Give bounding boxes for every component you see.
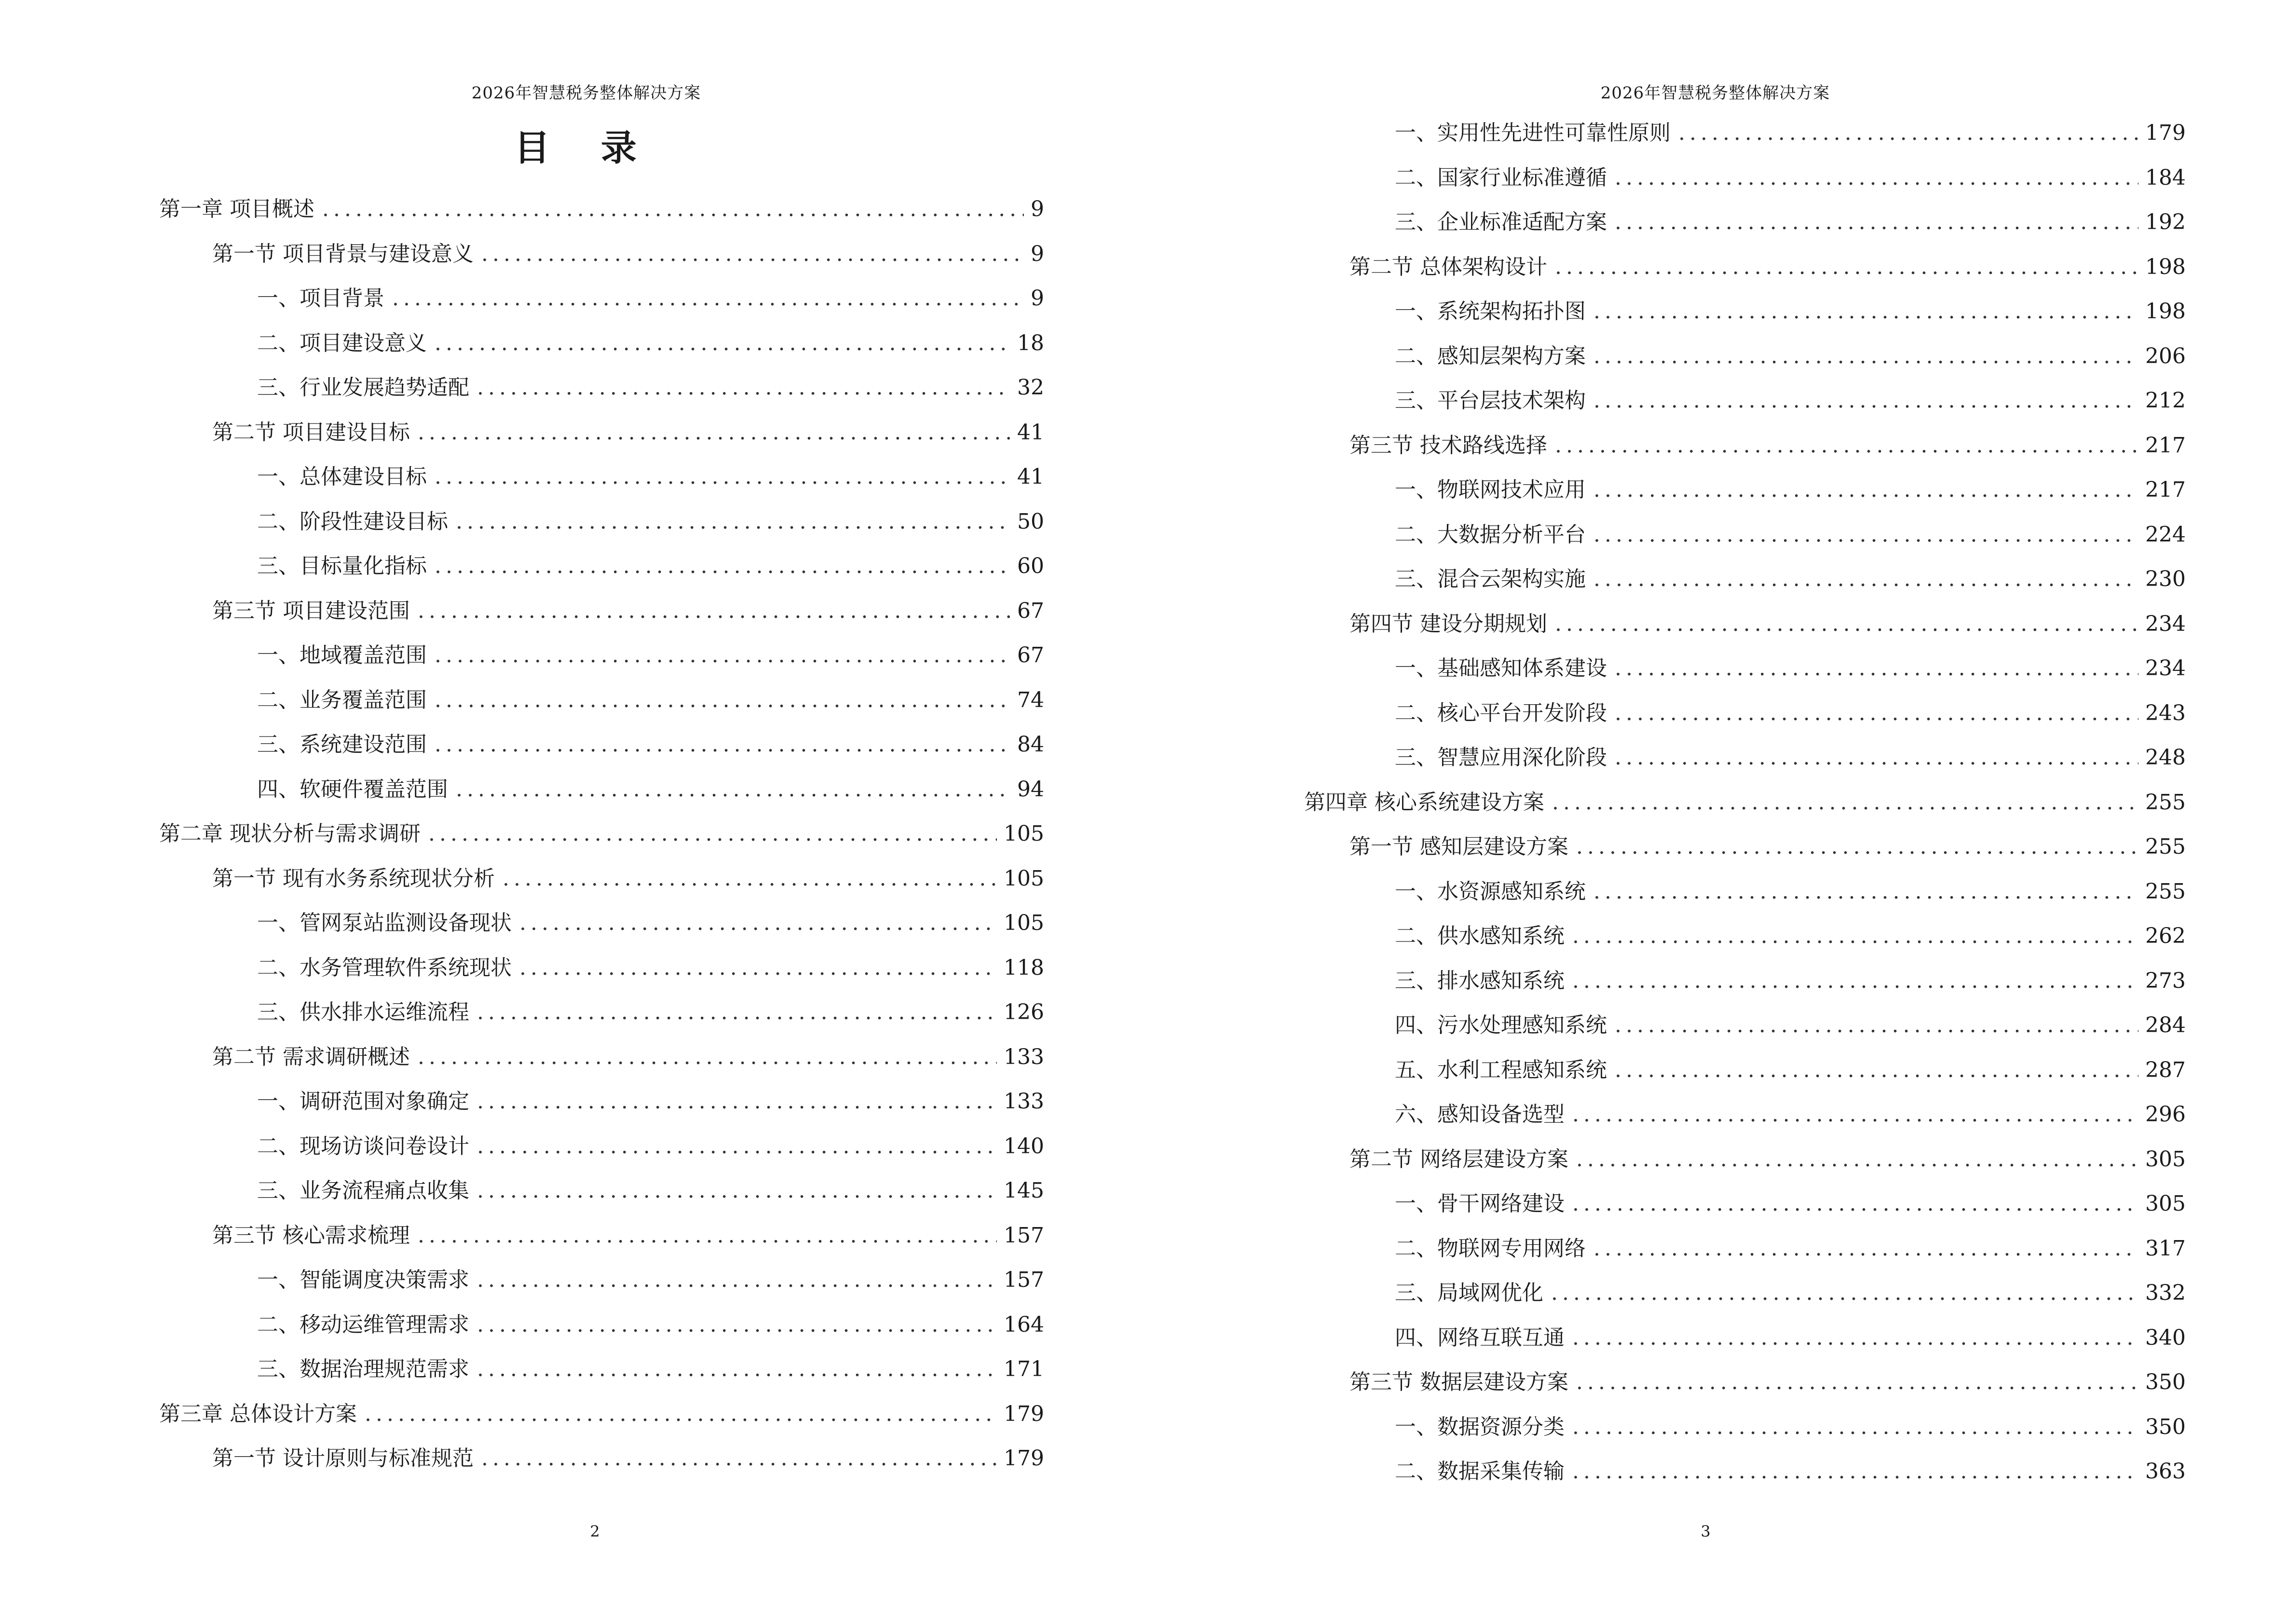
toc-entry-label: 四、网络互联互通: [1395, 1325, 1565, 1350]
toc-leader-dots: [1572, 1413, 2138, 1442]
toc-entry-page: 287: [2145, 1057, 2186, 1082]
toc-leader-dots: [503, 864, 997, 893]
toc-entry[interactable]: [257, 775, 1044, 804]
toc-leader-dots: [418, 418, 1010, 447]
toc-leader-dots: [519, 954, 997, 983]
toc-entry-page: 105: [1004, 866, 1044, 891]
toc-entry-page: 118: [1004, 955, 1044, 980]
toc-entry[interactable]: [1395, 342, 2186, 371]
toc-entry-label: 四、软硬件覆盖范围: [257, 777, 448, 802]
toc-leader-dots: [456, 507, 1010, 536]
page-number: 3: [1701, 1522, 1711, 1541]
toc-leader-dots: [1576, 1145, 2138, 1174]
toc-entry-label: 二、移动运维管理需求: [257, 1312, 469, 1337]
toc-entry[interactable]: [1395, 1189, 2186, 1218]
toc-entry-page: 255: [2145, 834, 2186, 859]
toc-entry-page: 350: [2145, 1414, 2186, 1439]
toc-entry[interactable]: [1395, 1279, 2186, 1308]
toc-entry-label: 一、总体建设目标: [257, 464, 427, 489]
toc-entry-page: 363: [2145, 1459, 2186, 1484]
toc-leader-dots: [1572, 967, 2138, 996]
toc-entry-label: 六、感知设备选型: [1395, 1102, 1565, 1127]
toc-entry-page: 317: [2145, 1236, 2186, 1261]
toc-leader-dots: [481, 240, 1024, 269]
toc-entry-label: 三、智慧应用深化阶段: [1395, 745, 1607, 770]
toc-entry-label: 第一章 项目概述: [159, 197, 314, 221]
toc-entry-label: 第三节 技术路线选择: [1349, 433, 1547, 458]
toc-entry[interactable]: [1349, 431, 2186, 460]
toc-leader-dots: [1615, 699, 2138, 728]
toc-entry[interactable]: [257, 686, 1044, 715]
toc-entry-page: 74: [1017, 687, 1044, 712]
toc-entry-label: 一、项目背景: [257, 286, 384, 311]
toc-leader-dots: [1615, 164, 2138, 192]
toc-leader-dots: [418, 1043, 997, 1072]
toc-entry-label: 第四节 建设分期规划: [1349, 611, 1547, 636]
toc-entry[interactable]: [257, 1266, 1044, 1295]
toc-entry[interactable]: [257, 954, 1044, 983]
toc-entry-page: 284: [2145, 1013, 2186, 1037]
toc-entry-page: 84: [1017, 732, 1044, 757]
toc-leader-dots: [1572, 1457, 2138, 1486]
toc-entry[interactable]: [1395, 119, 2186, 148]
toc-entry-page: 192: [2145, 210, 2186, 234]
toc-title: 目 录: [514, 127, 656, 169]
toc-leader-dots: [1572, 922, 2138, 951]
running-header: 2026年智慧税务整体解决方案: [1600, 83, 1830, 103]
toc-entry[interactable]: [212, 418, 1044, 447]
toc-entry-page: 164: [1004, 1312, 1044, 1337]
toc-entry-label: 三、平台层技术架构: [1395, 388, 1586, 413]
toc-entry[interactable]: [1395, 520, 2186, 549]
toc-leader-dots: [1572, 1324, 2138, 1352]
toc-entry-label: 第一节 设计原则与标准规范: [212, 1446, 474, 1471]
toc-entry-label: 第三节 核心需求梳理: [212, 1223, 410, 1248]
toc-entry-page: 145: [1004, 1178, 1044, 1203]
toc-entry[interactable]: [257, 552, 1044, 581]
toc-leader-dots: [322, 195, 1024, 224]
toc-entry-label: 一、系统架构拓扑图: [1395, 299, 1586, 324]
toc-leader-dots: [477, 998, 997, 1027]
toc-leader-dots: [477, 1087, 997, 1116]
toc-entry-label: 二、感知层架构方案: [1395, 343, 1586, 368]
toc-leader-dots: [477, 1266, 997, 1295]
toc-leader-dots: [519, 909, 997, 938]
toc-entry[interactable]: [159, 195, 1044, 224]
toc-entry-page: 179: [2145, 121, 2186, 145]
toc-entry-label: 二、供水感知系统: [1395, 924, 1565, 948]
toc-entry-page: 157: [1004, 1268, 1044, 1292]
toc-entry-page: 41: [1017, 420, 1044, 445]
toc-entry-page: 105: [1004, 911, 1044, 935]
toc-entry-page: 340: [2145, 1325, 2186, 1350]
toc-entry-page: 198: [2145, 254, 2186, 279]
toc-entry-label: 一、实用性先进性可靠性原则: [1395, 121, 1671, 145]
toc-leader-dots: [365, 1400, 997, 1429]
toc-leader-dots: [1593, 565, 2138, 594]
toc-entry-page: 140: [1004, 1133, 1044, 1159]
toc-leader-dots: [1572, 1100, 2138, 1129]
toc-entry-page: 133: [1004, 1044, 1044, 1069]
toc-entry-label: 二、业务覆盖范围: [257, 687, 427, 712]
toc-entry-page: 184: [2145, 165, 2186, 190]
toc-entry-page: 179: [1004, 1446, 1044, 1471]
toc-leader-dots: [1555, 253, 2138, 282]
toc-entry-label: 三、企业标准适配方案: [1395, 210, 1607, 234]
toc-entry-page: 262: [2145, 924, 2186, 948]
toc-leader-dots: [435, 686, 1010, 715]
toc-entry[interactable]: [212, 597, 1044, 626]
toc-leader-dots: [477, 1355, 997, 1384]
toc-entry-page: 60: [1017, 554, 1044, 578]
toc-entry[interactable]: [1395, 922, 2186, 951]
toc-leader-dots: [435, 641, 1010, 670]
toc-leader-dots: [1555, 610, 2138, 639]
toc-entry-page: 133: [1004, 1089, 1044, 1114]
toc-leader-dots: [1615, 654, 2138, 683]
toc-entry-page: 273: [2145, 968, 2186, 993]
toc-leader-dots: [1551, 1279, 2138, 1308]
toc-entry-label: 三、行业发展趋势适配: [257, 375, 469, 400]
toc-entry-label: 二、物联网专用网络: [1395, 1236, 1586, 1261]
toc-entry-label: 三、业务流程痛点收集: [257, 1178, 469, 1203]
toc-leader-dots: [1615, 743, 2138, 772]
toc-entry[interactable]: [1349, 253, 2186, 282]
toc-leader-dots: [1576, 832, 2138, 861]
toc-entry[interactable]: [257, 284, 1044, 313]
toc-entry-label: 三、目标量化指标: [257, 554, 427, 578]
toc-entry-label: 一、基础感知体系建设: [1395, 656, 1607, 681]
toc-entry-page: 198: [2145, 299, 2186, 324]
toc-entry-label: 三、系统建设范围: [257, 732, 427, 757]
toc-entry-label: 第四章 核心系统建设方案: [1304, 790, 1544, 815]
toc-entry[interactable]: [257, 1087, 1044, 1116]
toc-entry-page: 126: [1004, 1000, 1044, 1024]
toc-leader-dots: [1678, 119, 2138, 148]
toc-entry-label: 二、项目建设意义: [257, 330, 427, 355]
toc-entry-label: 二、数据采集传输: [1395, 1459, 1565, 1484]
toc-entry-label: 第二节 总体架构设计: [1349, 254, 1547, 279]
toc-entry-label: 第一节 项目背景与建设意义: [212, 241, 474, 266]
toc-entry[interactable]: [1304, 788, 2186, 817]
toc-entry-label: 第三节 项目建设范围: [212, 598, 410, 623]
toc-entry[interactable]: [1349, 610, 2186, 639]
toc-entry[interactable]: [1395, 1234, 2186, 1263]
toc-entry[interactable]: [1395, 967, 2186, 996]
toc-entry-page: 243: [2145, 700, 2186, 725]
toc-entry-page: 41: [1017, 464, 1044, 489]
toc-entry[interactable]: [1395, 699, 2186, 728]
toc-leader-dots: [1593, 297, 2138, 326]
toc-entry[interactable]: [1395, 1324, 2186, 1352]
toc-entry-label: 一、调研范围对象确定: [257, 1089, 469, 1114]
toc-entry-page: 9: [1031, 286, 1044, 311]
toc-entry-label: 三、混合云架构实施: [1395, 567, 1586, 591]
toc-entry[interactable]: [257, 641, 1044, 670]
toc-leader-dots: [392, 284, 1024, 313]
toc-entry[interactable]: [257, 1176, 1044, 1205]
toc-leader-dots: [456, 775, 1010, 804]
toc-entry-page: 105: [1004, 821, 1044, 846]
right-page: [1144, 0, 2287, 1624]
toc-leader-dots: [1576, 1368, 2138, 1397]
toc-entry[interactable]: [1349, 1368, 2186, 1397]
toc-leader-dots: [1593, 877, 2138, 906]
toc-leader-dots: [1572, 1189, 2138, 1218]
toc-entry-label: 三、供水排水运维流程: [257, 1000, 469, 1024]
toc-entry[interactable]: [1395, 476, 2186, 505]
toc-entry[interactable]: [212, 864, 1044, 893]
toc-entry[interactable]: [1395, 208, 2186, 237]
toc-leader-dots: [418, 1221, 997, 1250]
toc-leader-dots: [1615, 1056, 2138, 1085]
toc-entry[interactable]: [1395, 1011, 2186, 1040]
toc-leader-dots: [418, 597, 1010, 626]
toc-leader-dots: [477, 373, 1010, 402]
toc-entry-label: 第三章 总体设计方案: [159, 1401, 357, 1426]
toc-entry[interactable]: [257, 1355, 1044, 1384]
toc-leader-dots: [1552, 788, 2138, 817]
toc-entry-page: 305: [2145, 1146, 2186, 1172]
page-number: 2: [590, 1522, 600, 1541]
toc-leader-dots: [435, 552, 1010, 581]
toc-entry-page: 67: [1017, 598, 1044, 623]
toc-entry-page: 305: [2145, 1191, 2186, 1216]
toc-entry-page: 234: [2145, 656, 2186, 681]
toc-leader-dots: [477, 1132, 997, 1161]
toc-leader-dots: [435, 463, 1010, 491]
toc-entry[interactable]: [212, 1043, 1044, 1072]
toc-entry-page: 224: [2145, 522, 2186, 547]
toc-entry-page: 217: [2145, 433, 2186, 458]
toc-leader-dots: [1615, 1011, 2138, 1040]
toc-entry-label: 一、物联网技术应用: [1395, 478, 1586, 502]
toc-entry[interactable]: [257, 909, 1044, 938]
toc-entry-page: 67: [1017, 643, 1044, 668]
toc-entry[interactable]: [212, 1444, 1044, 1473]
toc-entry-page: 206: [2145, 343, 2186, 368]
toc-entry-label: 一、管网泵站监测设备现状: [257, 911, 512, 935]
toc-entry-label: 一、数据资源分类: [1395, 1414, 1565, 1439]
toc-entry[interactable]: [159, 819, 1044, 848]
toc-entry-page: 230: [2145, 567, 2186, 591]
toc-entry-page: 296: [2145, 1102, 2186, 1127]
toc-entry-page: 217: [2145, 478, 2186, 502]
toc-entry-page: 18: [1017, 330, 1044, 355]
toc-entry-label: 第二章 现状分析与需求调研: [159, 821, 421, 846]
toc-entry-label: 三、局域网优化: [1395, 1281, 1543, 1305]
toc-entry[interactable]: [1395, 297, 2186, 326]
toc-entry-page: 171: [1004, 1357, 1044, 1381]
toc-entry-label: 二、核心平台开发阶段: [1395, 700, 1607, 725]
toc-entry-label: 三、数据治理规范需求: [257, 1357, 469, 1381]
toc-entry-label: 一、水资源感知系统: [1395, 879, 1586, 904]
toc-entry-label: 五、水利工程感知系统: [1395, 1057, 1607, 1082]
toc-entry[interactable]: [212, 240, 1044, 269]
toc-leader-dots: [1593, 520, 2138, 549]
toc-entry-page: 248: [2145, 745, 2186, 770]
toc-entry[interactable]: [257, 998, 1044, 1027]
toc-leader-dots: [435, 329, 1010, 358]
toc-entry-label: 第二节 项目建设目标: [212, 420, 410, 445]
toc-entry-page: 50: [1017, 509, 1044, 534]
toc-leader-dots: [1593, 1234, 2138, 1263]
toc-entry-page: 9: [1031, 241, 1044, 266]
toc-entry-page: 234: [2145, 611, 2186, 636]
toc-entry-page: 255: [2145, 790, 2186, 815]
toc-entry-page: 179: [1004, 1401, 1044, 1426]
toc-entry[interactable]: [257, 463, 1044, 491]
toc-entry-label: 二、水务管理软件系统现状: [257, 955, 512, 980]
toc-leader-dots: [1615, 208, 2138, 237]
toc-entry[interactable]: [257, 730, 1044, 759]
toc-entry-page: 332: [2145, 1281, 2186, 1305]
toc-leader-dots: [435, 730, 1010, 759]
toc-entry-label: 四、污水处理感知系统: [1395, 1013, 1607, 1037]
toc-entry-label: 二、国家行业标准遵循: [1395, 165, 1607, 190]
toc-entry-label: 二、阶段性建设目标: [257, 509, 448, 534]
toc-entry[interactable]: [212, 1221, 1044, 1250]
toc-entry[interactable]: [257, 373, 1044, 402]
toc-entry-page: 255: [2145, 879, 2186, 904]
toc-entry-page: 32: [1017, 375, 1044, 400]
toc-entry-label: 三、排水感知系统: [1395, 968, 1565, 993]
toc-leader-dots: [1593, 476, 2138, 505]
toc-entry-page: 212: [2145, 388, 2186, 413]
toc-entry[interactable]: [1395, 164, 2186, 192]
toc-entry-label: 第二节 需求调研概述: [212, 1044, 410, 1069]
toc-entry[interactable]: [1395, 565, 2186, 594]
toc-entry-label: 一、骨干网络建设: [1395, 1191, 1565, 1216]
toc-entry-page: 9: [1031, 197, 1044, 221]
toc-entry[interactable]: [1395, 1413, 2186, 1442]
toc-entry[interactable]: [257, 1310, 1044, 1339]
toc-entry-page: 157: [1004, 1223, 1044, 1248]
toc-entry[interactable]: [257, 507, 1044, 536]
toc-entry-label: 第三节 数据层建设方案: [1349, 1370, 1568, 1394]
toc-leader-dots: [1593, 342, 2138, 371]
toc-entry[interactable]: [159, 1400, 1044, 1429]
toc-entry-label: 第一节 现有水务系统现状分析: [212, 866, 495, 891]
toc-entry[interactable]: [1349, 832, 2186, 861]
toc-entry[interactable]: [1395, 1100, 2186, 1129]
toc-entry-label: 二、大数据分析平台: [1395, 522, 1586, 547]
toc-entry[interactable]: [1395, 877, 2186, 906]
toc-entry[interactable]: [257, 1132, 1044, 1161]
toc-entry-label: 一、地域覆盖范围: [257, 643, 427, 668]
toc-entry[interactable]: [1349, 1145, 2186, 1174]
toc-entry-label: 第一节 感知层建设方案: [1349, 834, 1568, 859]
toc-entry-label: 一、智能调度决策需求: [257, 1268, 469, 1292]
toc-entry[interactable]: [1395, 654, 2186, 683]
toc-entry[interactable]: [1395, 386, 2186, 415]
toc-leader-dots: [1593, 386, 2138, 415]
running-header: 2026年智慧税务整体解决方案: [471, 83, 701, 103]
toc-entry[interactable]: [1395, 1457, 2186, 1486]
toc-leader-dots: [428, 819, 997, 848]
toc-entry-page: 94: [1017, 777, 1044, 802]
toc-entry[interactable]: [257, 329, 1044, 358]
toc-entry-page: 350: [2145, 1370, 2186, 1394]
toc-leader-dots: [477, 1310, 997, 1339]
toc-entry[interactable]: [1395, 743, 2186, 772]
toc-leader-dots: [1555, 431, 2138, 460]
toc-leader-dots: [481, 1444, 997, 1473]
toc-entry-label: 第二节 网络层建设方案: [1349, 1146, 1568, 1172]
toc-entry[interactable]: [1395, 1056, 2186, 1085]
toc-entry-label: 二、现场访谈问卷设计: [257, 1133, 469, 1159]
toc-leader-dots: [477, 1176, 997, 1205]
